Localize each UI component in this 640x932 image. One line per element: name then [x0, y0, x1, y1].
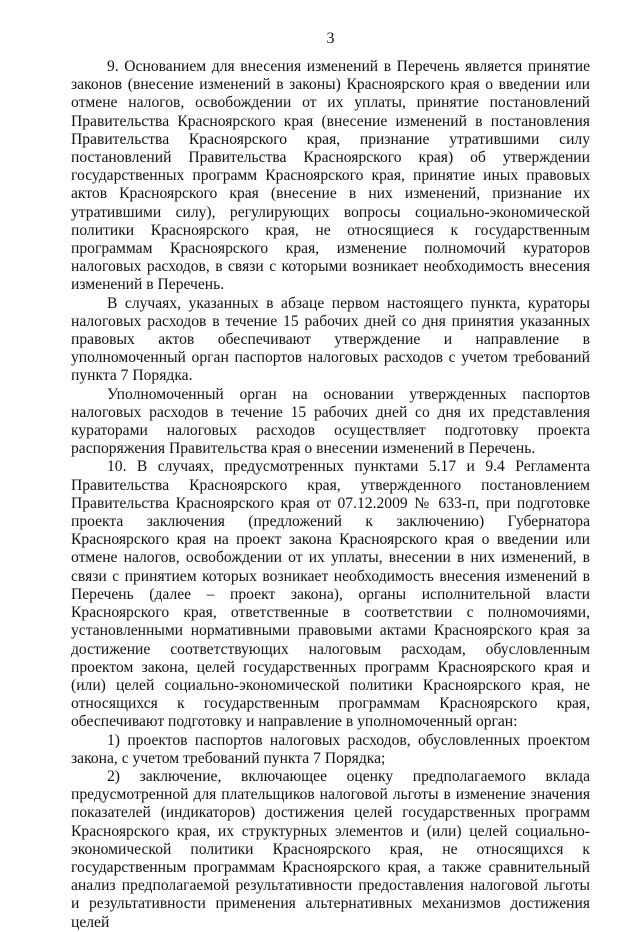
page-number: 3: [326, 30, 335, 47]
paragraph-clause-10: 10. В случаях, предусмотренных пунктами 5.17 и 9.4 Регламента Правительства Красноярского края, утвержденного постановлением Правительства Красноярского края от 07.12.2009 № 633-п, при подготовке проекта заключения (предложений к заключению) Губернатора Красноярского края на проект закона Красноярского края о введении или отмене налогов, освобождении от их уплаты, внесении в них изменений, в связи с принятием которых возникает необходимость внесения изменений в Перечень (далее – проект закона), органы исполнительной власти Красноярского края, ответственные в соответствии с полномочиями, установленными нормативными правовыми актами Красноярского края за достижение соответствующих налоговым расходам, обусловленным проектом закона, целей государственных программ Красноярского края и (или) целей социально-экономической политики Красноярского края, не относящихся к государственным программам Красноярского края, обеспечивают подготовку и направление в уполномоченный орган:: [71, 458, 590, 731]
paragraph-authorized-body: Уполномоченный орган на основании утвержденных паспортов налоговых расходов в течение 15 рабочих дней со дня их представления кураторами налоговых расходов осуществляет подготовку проекта распоряжения Правительства края о внесении изменений в Перечень.: [71, 385, 590, 458]
paragraph-item-2: 2) заключение, включающее оценку предполагаемого вклада предусмотренной для плательщиков налоговой льготы в изменение значения показателей (индикаторов) достижения целей государственных программ Красноярского края, их структурных элементов и (или) целей социально-экономической политики Красноярского края, не относящихся к государственным программам Красноярского края, а также сравнительный анализ предполагаемой результативности предоставления налоговой льготы и результативности применения альтернативных механизмов достижения целей: [71, 767, 590, 931]
document-page: [71, 30, 590, 932]
paragraph-clause-9: 9. Основанием для внесения изменений в Перечень является принятие законов (внесение изменений в законы) Красноярского края о введении или отмене налогов, освобождении от их уплаты, принятие постановлений Правительства Красноярского края (внесение изменений в постановления Правительства Красноярского края, признание утратившими силу постановлений Правительства Красноярского края) об утверждении государственных программ Красноярского края, принятие иных правовых актов Красноярского края (внесение в них изменений, признание их утратившими силу), регулирующих вопросы социально-экономической политики Красноярского края, не относящиеся к государственным программам Красноярского края, изменение полномочий кураторов налоговых расходов, в связи с которыми возникает необходимость внесения изменений в Перечень.: [71, 58, 590, 294]
paragraph-item-1: 1) проектов паспортов налоговых расходов, обусловленных проектом закона, с учетом требований пункта 7 Порядка;: [71, 731, 590, 767]
paragraph-curators-deadline: В случаях, указанных в абзаце первом настоящего пункта, кураторы налоговых расходов в течение 15 рабочих дней со дня принятия указанных правовых актов обеспечивают утверждение и направление в уполномоченный орган паспортов налоговых расходов с учетом требований пункта 7 Порядка.: [71, 294, 590, 385]
